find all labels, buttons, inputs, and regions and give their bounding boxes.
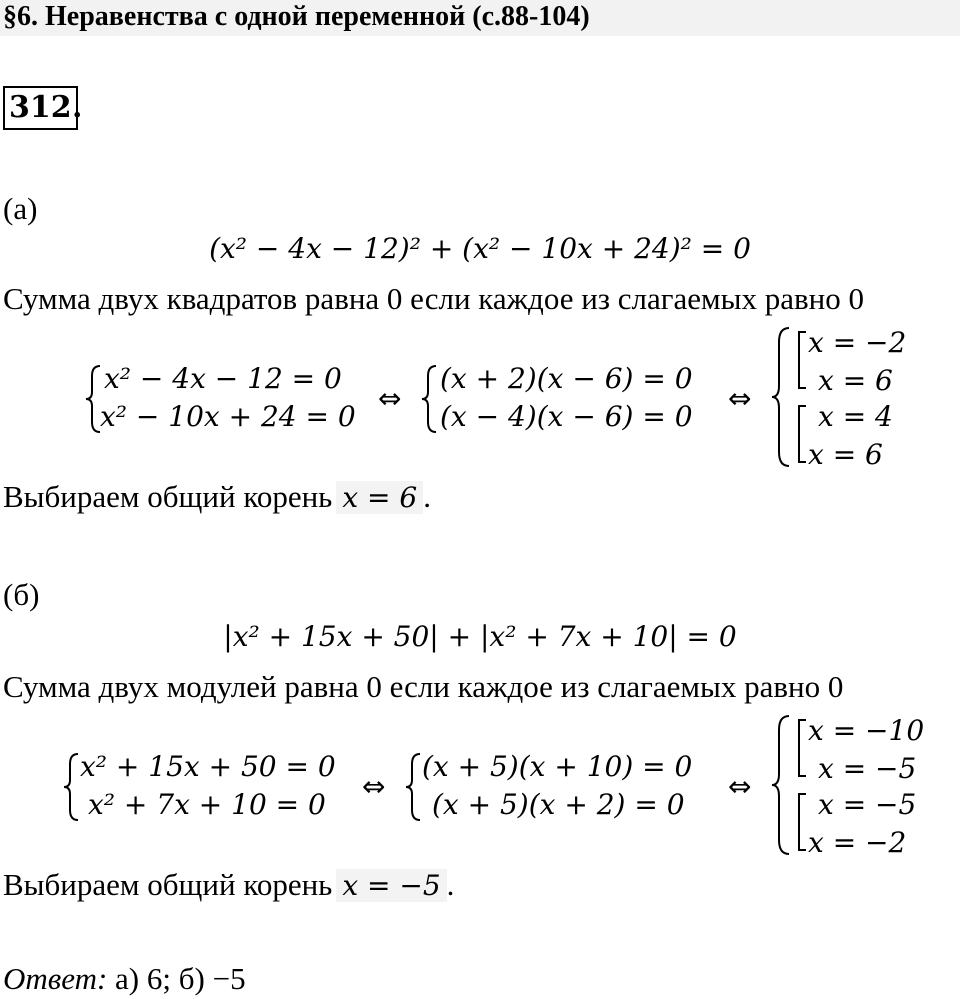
part-a-set2-line2: x = 6	[808, 438, 883, 471]
part-a-sys1-line2: x² − 10x + 24 = 0	[100, 400, 356, 433]
part-b-conclusion-text: Выбираем общий корень	[3, 867, 333, 902]
part-a-sys1-line1: x² − 4x − 12 = 0	[104, 362, 342, 395]
part-a-conclusion-value: x = 6	[336, 481, 423, 514]
part-b-set1-bracket	[796, 718, 808, 778]
part-b-conclusion-value: x = −5	[336, 869, 446, 902]
problem-number-value: 312	[9, 90, 72, 125]
part-a-sets-brace	[770, 326, 792, 468]
part-b-sys2-line1: (x + 5)(x + 10) = 0	[422, 750, 693, 783]
problem-number-dot: .	[72, 90, 83, 125]
part-b-sys1-brace	[62, 752, 82, 822]
part-b-set1-line1: x = −10	[808, 714, 925, 747]
part-b-conclusion	[3, 868, 454, 903]
part-a-set2-bracket	[796, 404, 808, 464]
part-a-set1-line2: x = 6	[818, 364, 893, 397]
part-b-statement: Сумма двух модулей равна 0 если каждое из слагаемых равно 0	[3, 669, 844, 704]
answer	[3, 962, 246, 996]
part-a-statement: Сумма двух квадратов равна 0 если каждое из слагаемых равно 0	[3, 281, 864, 316]
part-a-set1-bracket	[796, 330, 808, 390]
part-a-conclusion	[3, 480, 431, 515]
part-a-conclusion-text: Выбираем общий корень	[3, 479, 333, 514]
part-b-equation: |x² + 15x + 50| + |x² + 7x + 10| = 0	[223, 620, 737, 653]
part-a-sys2-line1: (x + 2)(x − 6) = 0	[440, 362, 693, 395]
part-a-label: (а)	[3, 191, 38, 226]
part-b-sys2-brace	[404, 752, 424, 822]
answer-value: а) 6; б) −5	[115, 961, 246, 996]
section-title: §6. Неравенства с одной переменной (с.88-104)	[3, 1, 590, 32]
part-a-set1-line1: x = −2	[808, 326, 907, 359]
part-b-iff-1: ⇔	[362, 770, 386, 803]
part-b-sets-brace	[770, 714, 792, 856]
part-a-set2-line1: x = 4	[818, 400, 893, 433]
problem-number	[3, 86, 78, 130]
part-a-conclusion-end: .	[423, 479, 431, 514]
part-b-conclusion-end: .	[446, 867, 455, 902]
part-b-set1-line2: x = −5	[818, 752, 917, 785]
part-b-sys2-line2: (x + 5)(x + 2) = 0	[432, 788, 685, 821]
part-b-label: (б)	[3, 577, 40, 612]
part-b-set2-bracket	[796, 792, 808, 852]
part-a-iff-2: ⇔	[728, 382, 752, 415]
part-a-sys2-brace	[420, 364, 440, 434]
part-b-sys1-line2: x² + 7x + 10 = 0	[88, 788, 326, 821]
part-b-sys1-line1: x² + 15x + 50 = 0	[80, 750, 336, 783]
part-b-set2-line2: x = −2	[808, 826, 907, 859]
part-a-sys2-line2: (x − 4)(x − 6) = 0	[440, 400, 693, 433]
part-b-set2-line1: x = −5	[818, 788, 917, 821]
part-a-equation: (x² − 4x − 12)² + (x² − 10x + 24)² = 0	[209, 232, 751, 265]
part-b-iff-2: ⇔	[728, 770, 752, 803]
part-a-iff-1: ⇔	[378, 382, 402, 415]
answer-label: Ответ:	[3, 961, 108, 996]
